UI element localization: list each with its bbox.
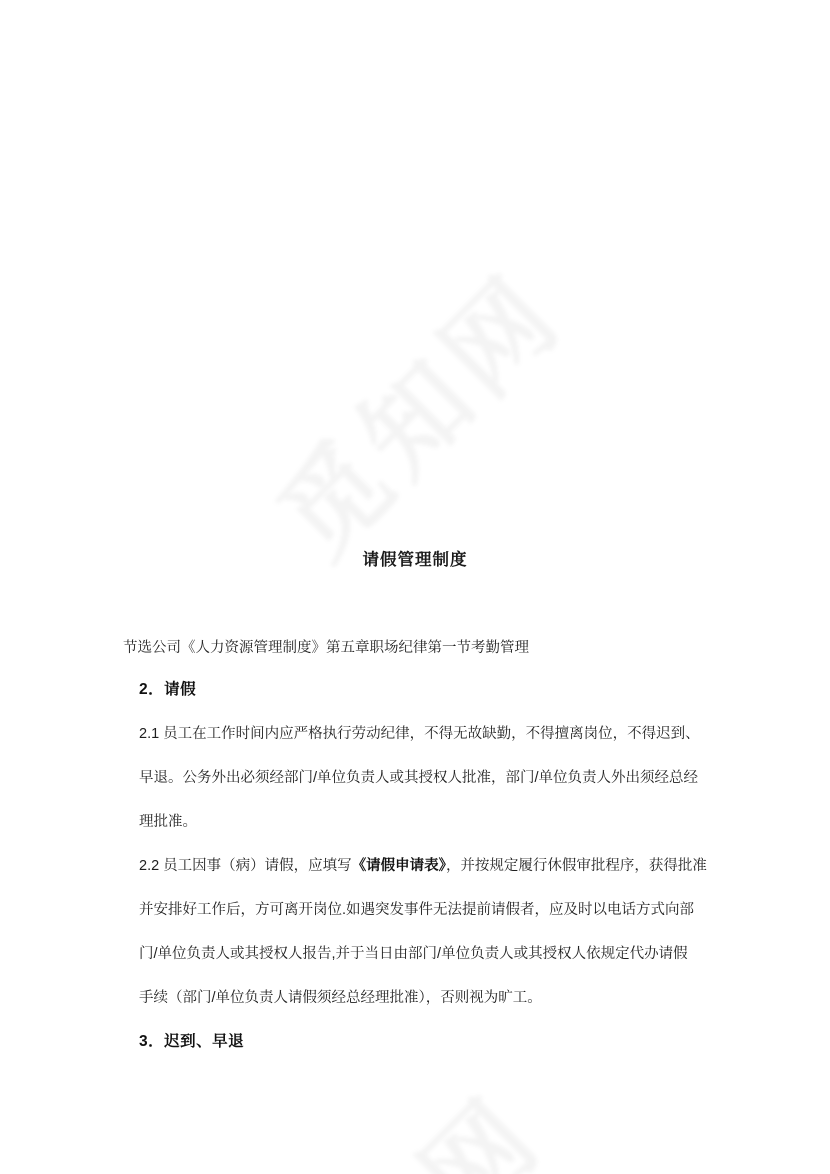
paragraph-2-2-text-pre: 2.2 员工因事（病）请假，应填写	[139, 858, 352, 874]
watermark-center	[240, 235, 591, 586]
paragraph-2-2-line-4: 手续（部门/单位负责人请假须经总经理批准），否则视为旷工。	[139, 990, 542, 1006]
watermark-bottom-partial	[220, 1057, 571, 1174]
section-3-heading: 3．迟到、早退	[139, 1033, 245, 1050]
paragraph-2-1-line-3: 理批准。	[139, 814, 197, 830]
paragraph-2-2-line-3: 门/单位负责人或其授权人报告,并于当日由部门/单位负责人或其授权人依规定代办请假	[139, 946, 688, 962]
document-body	[139, 668, 717, 1064]
paragraph-2-2-bold-form-name: 《请假申请表》	[351, 858, 446, 874]
paragraph-2-1-line-1: 2.1 员工在工作时间内应严格执行劳动纪律，不得无故缺勤，不得擅离岗位，不得迟到、	[139, 726, 700, 742]
section-2-heading: 2．请假	[139, 681, 197, 698]
document-title: 请假管理制度	[362, 551, 468, 569]
paragraph-2-2-text-post: ，并按规定履行休假审批程序，获得批准	[445, 858, 707, 874]
paragraph-2-1-line-2: 早退。公务外出必须经部门/单位负责人或其授权人批准，部门/单位负责人外出须经总经	[139, 770, 699, 786]
source-reference-line: 节选公司《人力资源管理制度》第五章职场纪律第一节考勤管理	[123, 640, 529, 656]
paragraph-2-2-line-1	[139, 844, 717, 888]
paragraph-2-2-line-2: 并安排好工作后，方可离开岗位.如遇突发事件无法提前请假者，应及时以电话方式向部	[139, 902, 695, 918]
